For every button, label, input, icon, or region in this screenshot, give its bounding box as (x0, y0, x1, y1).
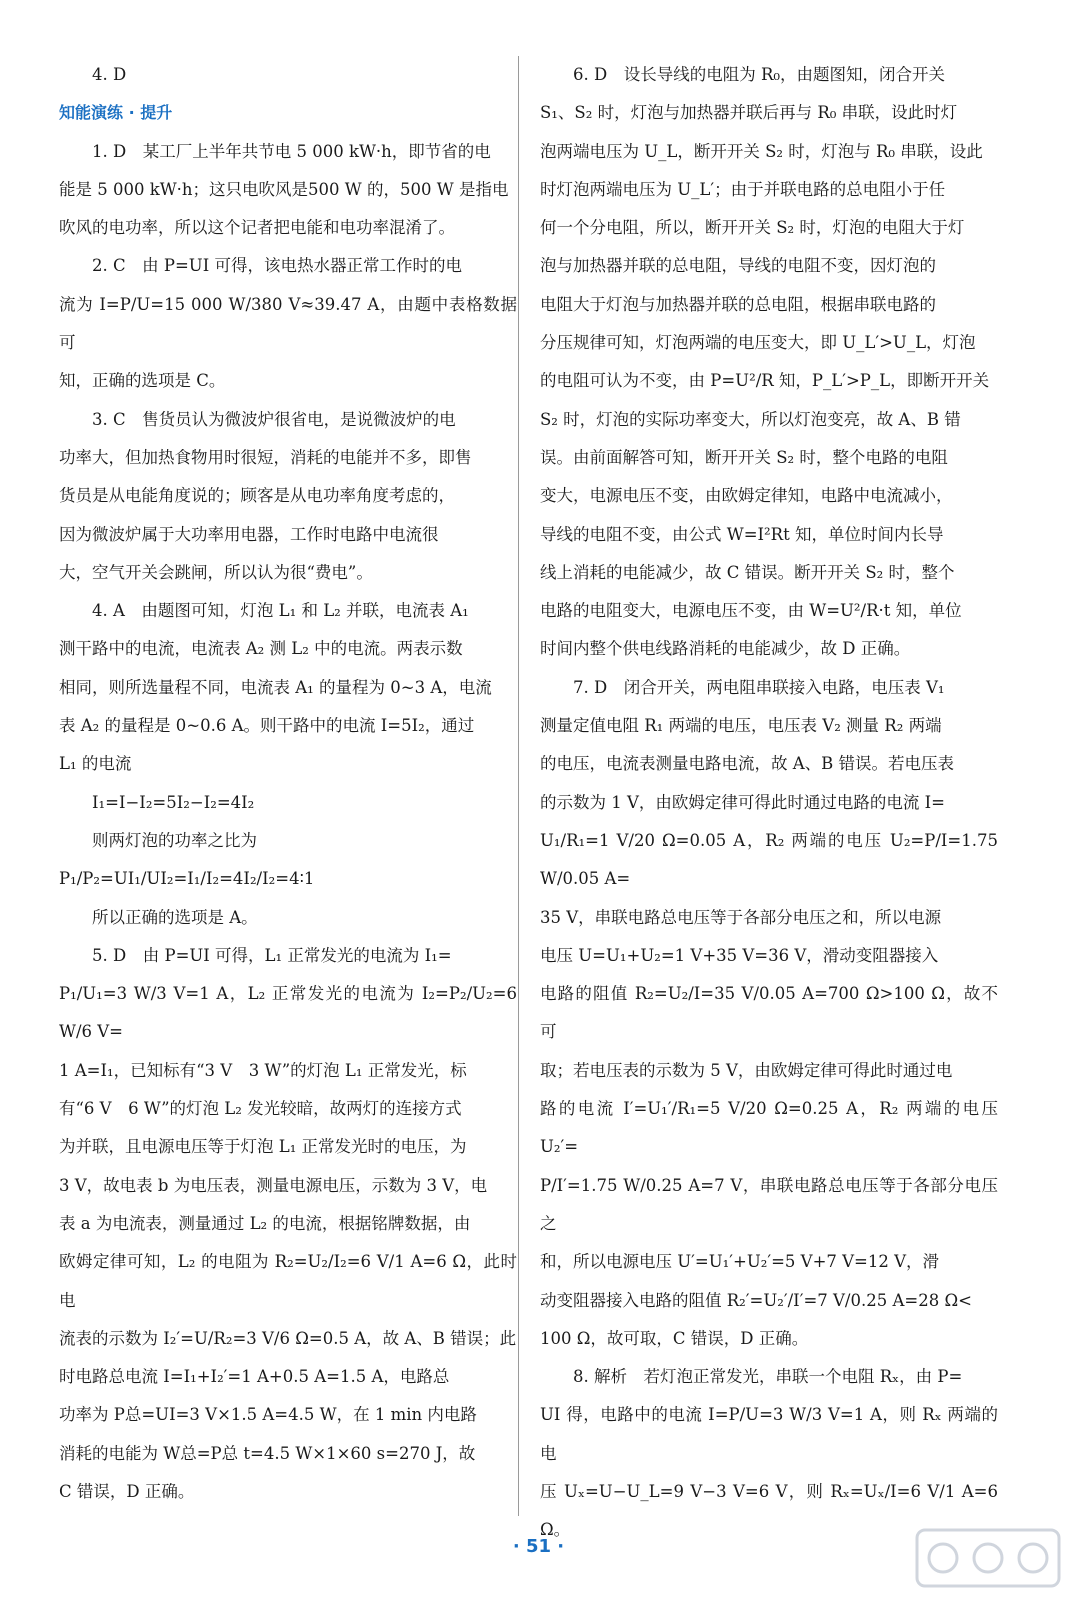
answer-line: 大，空气开关会跳闸，所以认为很“费电”。 (59, 562, 373, 582)
answer-line: 导线的电阻不变，由公式 W=I²Rt 知，单位时间内长导 (540, 524, 944, 544)
answer-line: 流为 I=P/U=15 000 W/380 V≈39.47 A，由题中表格数据可 (59, 294, 517, 353)
answer-line: 的示数为 1 V，由欧姆定律可得此时通过电路的电流 I= (540, 792, 945, 812)
answer-line: L₁ 的电流 (59, 754, 132, 774)
answer-line: 的电压，电流表测量电路电流，故 A、B 错误。若电压表 (540, 754, 955, 774)
answer-line: C 错误，D 正确。 (59, 1481, 195, 1501)
answer-line: 欧姆定律可知，L₂ 的电阻为 R₂=U₂/I₂=6 V/1 A=6 Ω，此时电 (59, 1252, 517, 1310)
answer-line: 消耗的电能为 W总=P总 t=4.5 W×1×60 s=270 J，故 (59, 1443, 476, 1463)
answer-line: 2. C 由 P=UI 可得，该电热水器正常工作时的电 (92, 256, 462, 276)
answer-line: 泡与加热器并联的总电阻，导线的电阻不变，因灯泡的 (540, 256, 936, 276)
answer-line: 流表的示数为 I₂′=U/R₂=3 V/6 Ω=0.5 A，故 A、B 错误；此 (59, 1328, 517, 1348)
answer-line: 则两灯泡的功率之比为 (92, 830, 257, 850)
answer-line: 分压规律可知，灯泡两端的电压变大，即 U_L′>U_L，灯泡 (540, 333, 976, 353)
answer-line: 取；若电压表的示数为 5 V，由欧姆定律可得此时通过电 (540, 1060, 953, 1080)
answer-line: P₁/U₁=3 W/3 V=1 A，L₂ 正常发光的电流为 I₂=P₂/U₂=6 W/6 V= (59, 984, 517, 1042)
answer-line: 线上消耗的电能减少，故 C 错误。断开开关 S₂ 时，整个 (540, 562, 955, 582)
answer-line: 3 V，故电表 b 为电压表，测量电源电压，示数为 3 V，电 (59, 1175, 488, 1195)
answer-line: P/I′=1.75 W/0.25 A=7 V，串联电路总电压等于各部分电压之 (540, 1175, 998, 1233)
answer-line: 为并联，且电源电压等于灯泡 L₁ 正常发光时的电压，为 (59, 1137, 467, 1157)
answer-line: 4. A 由题图可知，灯泡 L₁ 和 L₂ 并联，电流表 A₁ (92, 601, 469, 621)
answer-line: 功率为 P总=UI=3 V×1.5 A=4.5 W，在 1 min 内电路 (59, 1405, 477, 1425)
answer-line: S₁、S₂ 时，灯泡与加热器并联后再与 R₀ 串联，设此时灯 (540, 103, 958, 123)
answer-line: 所以正确的选项是 A。 (92, 907, 258, 927)
answer-line: 时电路总电流 I=I₁+I₂′=1 A+0.5 A=1.5 A，电路总 (59, 1367, 450, 1387)
answer-line: 变大，电源电压不变，由欧姆定律知，电路中电流减小， (540, 486, 953, 506)
answer-line: 时间内整个供电线路消耗的电能减少，故 D 正确。 (540, 639, 911, 659)
answer-line: 压 Uₓ=U−U_L=9 V−3 V=6 V，则 Rₓ=Uₓ/I=6 V/1 A=6 Ω。 (540, 1481, 998, 1540)
answer-line: 6. D 设长导线的电阻为 R₀，由题图知，闭合开关 (573, 65, 945, 84)
answer-line: 路的电流 I′=U₁′/R₁=5 V/20 Ω=0.25 A，R₂ 两端的电压U₂′= (540, 1099, 998, 1157)
answer-line: 表 a 为电流表，测量通过 L₂ 的电流，根据铭牌数据，由 (59, 1213, 471, 1233)
answer-line: 100 Ω，故可取，C 错误，D 正确。 (540, 1328, 809, 1348)
answer-line: 电压 U=U₁+U₂=1 V+35 V=36 V，滑动变阻器接入 (540, 945, 939, 965)
answer-line: 电路的电阻变大，电源电压不变，由 W=U²/R·t 知，单位 (540, 601, 962, 621)
answer-line: I₁=I−I₂=5I₂−I₂=4I₂ (92, 792, 255, 812)
answer-line: 7. D 闭合开关，两电阻串联接入电路，电压表 V₁ (573, 677, 945, 697)
page-number: · 51 · (512, 1536, 565, 1557)
answer-line: 8. 解析 若灯泡正常发光，串联一个电阻 Rₓ，由 P= (573, 1367, 963, 1387)
answer-line: 因为微波炉属于大功率用电器，工作时电路中电流很 (59, 524, 439, 544)
answer-line: 4. D (92, 65, 127, 84)
answer-line: 知，正确的选项是 C。 (59, 371, 226, 391)
right-column (540, 56, 998, 1550)
answer-line: 和，所以电源电压 U′=U₁′+U₂′=5 V+7 V=12 V，滑 (540, 1252, 940, 1272)
answer-line: 测干路中的电流，电流表 A₂ 测 L₂ 中的电流。两表示数 (59, 639, 463, 659)
answer-line: 何一个分电阻，所以，断开开关 S₂ 时，灯泡的电阻大于灯 (540, 218, 965, 238)
answer-line: 的电阻可认为不变，由 P=U²/R 知，P_L′>P_L，即断开开关 (540, 371, 990, 391)
answer-line: UI 得，电路中的电流 I=P/U=3 W/3 V=1 A，则 Rₓ 两端的电 (540, 1405, 998, 1463)
answer-line: 电阻大于灯泡与加热器并联的总电阻，根据串联电路的 (540, 294, 936, 314)
section-heading: 知能演练 · 提升 (59, 103, 173, 123)
answer-line: 测量定值电阻 R₁ 两端的电压，电压表 V₂ 测量 R₂ 两端 (540, 716, 942, 736)
answer-line: U₁/R₁=1 V/20 Ω=0.05 A，R₂ 两端的电压 U₂=P/I=1.75 W/0.05 A= (540, 830, 998, 889)
answer-line: 误。由前面解答可知，断开开关 S₂ 时，整个电路的电阻 (540, 447, 948, 467)
left-column (59, 56, 517, 1511)
answer-line: 泡两端电压为 U_L，断开开关 S₂ 时，灯泡与 R₀ 串联，设此 (540, 141, 983, 161)
answer-line: 5. D 由 P=UI 可得，L₁ 正常发光的电流为 I₁= (92, 945, 452, 965)
answer-line: 35 V，串联电路总电压等于各部分电压之和，所以电源 (540, 907, 942, 927)
answer-line: 电路的阻值 R₂=U₂/I=35 V/0.05 A=700 Ω>100 Ω，故不可 (540, 984, 998, 1042)
answer-line: 有“6 V 6 W”的灯泡 L₂ 发光较暗，故两灯的连接方式 (59, 1099, 462, 1119)
answer-line: 表 A₂ 的量程是 0~0.6 A。则干路中的电流 I=5I₂，通过 (59, 716, 475, 736)
answer-line: 1. D 某工厂上半年共节电 5 000 kW·h，即节省的电 (92, 141, 491, 161)
watermark-logo-icon (913, 1526, 1063, 1590)
column-divider (518, 56, 519, 1516)
answer-line: 功率大，但加热食物用时很短，消耗的电能并不多，即售 (59, 447, 472, 467)
answer-line: 能是 5 000 kW·h；这只电吹风是500 W 的，500 W 是指电 (59, 179, 509, 199)
answer-line: 3. C 售货员认为微波炉很省电，是说微波炉的电 (92, 409, 456, 429)
answer-line: 动变阻器接入电路的阻值 R₂′=U₂′/I′=7 V/0.25 A=28 Ω< (540, 1290, 972, 1310)
answer-line: 相同，则所选量程不同，电流表 A₁ 的量程为 0~3 A，电流 (59, 677, 492, 697)
answer-line: 吹风的电功率，所以这个记者把电能和电功率混淆了。 (59, 218, 455, 238)
answer-line: 货员是从电能角度说的；顾客是从电功率角度考虑的， (59, 486, 455, 506)
answer-line: 时灯泡两端电压为 U_L′；由于并联电路的总电阻小于任 (540, 179, 946, 199)
answer-line: 1 A=I₁，已知标有“3 V 3 W”的灯泡 L₁ 正常发光，标 (59, 1060, 467, 1080)
answer-line: S₂ 时，灯泡的实际功率变大，所以灯泡变亮，故 A、B 错 (540, 409, 961, 429)
answer-line: P₁/P₂=UI₁/UI₂=I₁/I₂=4I₂/I₂=4∶1 (59, 869, 315, 889)
